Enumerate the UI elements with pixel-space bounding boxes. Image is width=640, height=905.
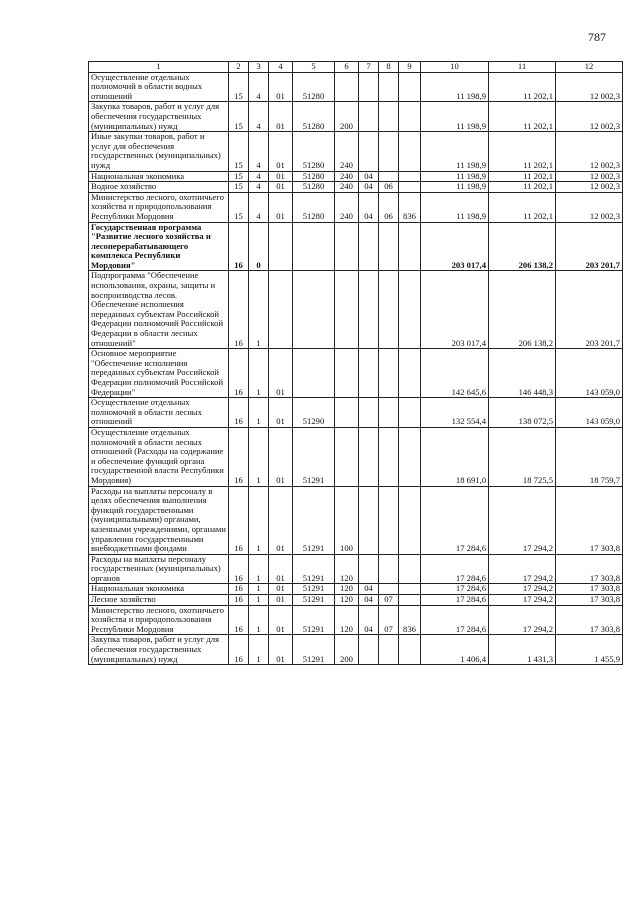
code-cell bbox=[379, 132, 399, 171]
code-cell: 100 bbox=[335, 486, 359, 554]
code-cell: 16 bbox=[229, 349, 249, 398]
amount-cell: 17 294,2 bbox=[489, 486, 556, 554]
code-cell: 01 bbox=[269, 605, 293, 635]
row-name-cell: Государственная программа "Развитие лесного хозяйства и лесоперерабатывающего комплекса Республики Мордовия" bbox=[89, 222, 229, 271]
code-cell bbox=[379, 349, 399, 398]
amount-cell: 17 303,8 bbox=[556, 595, 623, 606]
code-cell bbox=[269, 271, 293, 349]
amount-cell: 17 284,6 bbox=[421, 605, 489, 635]
code-cell bbox=[335, 349, 359, 398]
code-cell bbox=[359, 271, 379, 349]
code-cell: 15 bbox=[229, 102, 249, 132]
amount-cell: 11 198,9 bbox=[421, 132, 489, 171]
code-cell: 240 bbox=[335, 192, 359, 222]
amount-cell: 11 198,9 bbox=[421, 72, 489, 102]
amount-cell: 11 198,9 bbox=[421, 171, 489, 182]
code-cell: 01 bbox=[269, 486, 293, 554]
code-cell: 16 bbox=[229, 584, 249, 595]
code-cell bbox=[399, 398, 421, 428]
code-cell: 01 bbox=[269, 132, 293, 171]
header-row bbox=[89, 62, 623, 73]
code-cell bbox=[399, 584, 421, 595]
code-cell bbox=[399, 427, 421, 486]
amount-cell: 12 002,3 bbox=[556, 192, 623, 222]
code-cell: 4 bbox=[249, 192, 269, 222]
budget-table bbox=[88, 61, 623, 665]
table-body bbox=[89, 72, 623, 665]
code-cell: 51280 bbox=[293, 192, 335, 222]
column-header: 12 bbox=[556, 62, 623, 73]
code-cell: 51291 bbox=[293, 486, 335, 554]
row-name-cell: Основное мероприятие "Обеспечение исполнения переданных субъектам Российской Федерации полномочий Российской Федерации" bbox=[89, 349, 229, 398]
code-cell: 240 bbox=[335, 171, 359, 182]
code-cell: 51291 bbox=[293, 427, 335, 486]
table-row bbox=[89, 182, 623, 193]
table-row bbox=[89, 349, 623, 398]
code-cell: 06 bbox=[379, 192, 399, 222]
code-cell bbox=[335, 72, 359, 102]
code-cell: 1 bbox=[249, 349, 269, 398]
column-header: 11 bbox=[489, 62, 556, 73]
code-cell: 01 bbox=[269, 102, 293, 132]
code-cell: 240 bbox=[335, 132, 359, 171]
amount-cell: 17 294,2 bbox=[489, 605, 556, 635]
table-row bbox=[89, 398, 623, 428]
code-cell: 120 bbox=[335, 595, 359, 606]
code-cell: 1 bbox=[249, 584, 269, 595]
code-cell: 04 bbox=[359, 171, 379, 182]
code-cell bbox=[399, 171, 421, 182]
code-cell: 04 bbox=[359, 182, 379, 193]
code-cell bbox=[293, 222, 335, 271]
code-cell: 1 bbox=[249, 554, 269, 584]
code-cell: 15 bbox=[229, 132, 249, 171]
amount-cell: 12 002,3 bbox=[556, 132, 623, 171]
code-cell bbox=[379, 171, 399, 182]
code-cell: 51291 bbox=[293, 584, 335, 595]
amount-cell: 142 645,6 bbox=[421, 349, 489, 398]
table-row bbox=[89, 271, 623, 349]
column-header: 7 bbox=[359, 62, 379, 73]
code-cell: 01 bbox=[269, 171, 293, 182]
code-cell bbox=[359, 427, 379, 486]
amount-cell: 206 138,2 bbox=[489, 222, 556, 271]
code-cell: 836 bbox=[399, 192, 421, 222]
column-header: 10 bbox=[421, 62, 489, 73]
code-cell bbox=[379, 222, 399, 271]
code-cell: 120 bbox=[335, 605, 359, 635]
code-cell: 51291 bbox=[293, 605, 335, 635]
code-cell: 4 bbox=[249, 102, 269, 132]
amount-cell: 11 198,9 bbox=[421, 102, 489, 132]
code-cell bbox=[359, 132, 379, 171]
code-cell: 1 bbox=[249, 635, 269, 665]
code-cell bbox=[379, 486, 399, 554]
code-cell: 04 bbox=[359, 192, 379, 222]
table-row bbox=[89, 427, 623, 486]
row-name-cell: Лесное хозяйство bbox=[89, 595, 229, 606]
code-cell: 4 bbox=[249, 171, 269, 182]
code-cell: 07 bbox=[379, 605, 399, 635]
column-header: 1 bbox=[89, 62, 229, 73]
code-cell bbox=[335, 271, 359, 349]
code-cell bbox=[399, 182, 421, 193]
code-cell: 240 bbox=[335, 182, 359, 193]
column-header: 5 bbox=[293, 62, 335, 73]
amount-cell: 11 202,1 bbox=[489, 192, 556, 222]
code-cell: 200 bbox=[335, 635, 359, 665]
table-row bbox=[89, 486, 623, 554]
amount-cell: 11 202,1 bbox=[489, 72, 556, 102]
table-row bbox=[89, 132, 623, 171]
amount-cell: 18 725,5 bbox=[489, 427, 556, 486]
code-cell: 16 bbox=[229, 595, 249, 606]
row-name-cell: Осуществление отдельных полномочий в области лесных отношений (Расходы на содержание и обеспечение функций органа государственной власти Республики Мордовия) bbox=[89, 427, 229, 486]
amount-cell: 12 002,3 bbox=[556, 171, 623, 182]
code-cell: 15 bbox=[229, 171, 249, 182]
code-cell: 01 bbox=[269, 427, 293, 486]
code-cell bbox=[379, 398, 399, 428]
code-cell: 01 bbox=[269, 192, 293, 222]
table-row bbox=[89, 102, 623, 132]
code-cell bbox=[399, 349, 421, 398]
code-cell: 1 bbox=[249, 427, 269, 486]
amount-cell: 11 198,9 bbox=[421, 192, 489, 222]
code-cell bbox=[359, 398, 379, 428]
table-row bbox=[89, 192, 623, 222]
row-name-cell: Расходы на выплаты персоналу государственных (муниципальных) органов bbox=[89, 554, 229, 584]
code-cell bbox=[399, 271, 421, 349]
code-cell bbox=[359, 72, 379, 102]
row-name-cell: Национальная экономика bbox=[89, 171, 229, 182]
table-row bbox=[89, 171, 623, 182]
row-name-cell: Подпрограмма "Обеспечение использования, охраны, защиты и воспроизводства лесов. Обеспечение исполнения переданных субъектам Российской Федерации полномочий Российской Федерации в области лесных отношений" bbox=[89, 271, 229, 349]
code-cell: 51280 bbox=[293, 132, 335, 171]
code-cell bbox=[335, 222, 359, 271]
amount-cell: 12 002,3 bbox=[556, 72, 623, 102]
code-cell: 51280 bbox=[293, 182, 335, 193]
code-cell bbox=[399, 486, 421, 554]
row-name-cell: Министерство лесного, охотничьего хозяйства и природопользования Республики Мордовия bbox=[89, 192, 229, 222]
code-cell bbox=[379, 635, 399, 665]
code-cell bbox=[335, 427, 359, 486]
code-cell bbox=[379, 584, 399, 595]
column-header: 4 bbox=[269, 62, 293, 73]
amount-cell: 203 201,7 bbox=[556, 222, 623, 271]
page-number: 787 bbox=[588, 30, 606, 44]
code-cell: 15 bbox=[229, 72, 249, 102]
code-cell: 51291 bbox=[293, 595, 335, 606]
amount-cell: 1 455,9 bbox=[556, 635, 623, 665]
amount-cell: 17 294,2 bbox=[489, 595, 556, 606]
code-cell bbox=[399, 222, 421, 271]
table-row bbox=[89, 584, 623, 595]
row-name-cell: Закупка товаров, работ и услуг для обеспечения государственных (муниципальных) нужд bbox=[89, 102, 229, 132]
code-cell bbox=[399, 554, 421, 584]
amount-cell: 203 017,4 bbox=[421, 222, 489, 271]
table-row bbox=[89, 635, 623, 665]
row-name-cell: Расходы на выплаты персоналу в целях обеспечения выполнения функций государственными (муниципальными) органами, казенными учреждениями, органами управления государственными внебюджетными фондами bbox=[89, 486, 229, 554]
table-row bbox=[89, 222, 623, 271]
amount-cell: 203 201,7 bbox=[556, 271, 623, 349]
column-header: 8 bbox=[379, 62, 399, 73]
code-cell: 1 bbox=[249, 398, 269, 428]
code-cell: 1 bbox=[249, 271, 269, 349]
amount-cell: 132 554,4 bbox=[421, 398, 489, 428]
amount-cell: 138 072,5 bbox=[489, 398, 556, 428]
code-cell: 120 bbox=[335, 584, 359, 595]
amount-cell: 143 059,0 bbox=[556, 349, 623, 398]
column-header: 9 bbox=[399, 62, 421, 73]
amount-cell: 17 303,8 bbox=[556, 554, 623, 584]
amount-cell: 1 431,3 bbox=[489, 635, 556, 665]
code-cell: 04 bbox=[359, 584, 379, 595]
code-cell: 200 bbox=[335, 102, 359, 132]
code-cell: 51291 bbox=[293, 554, 335, 584]
code-cell bbox=[379, 102, 399, 132]
code-cell bbox=[359, 554, 379, 584]
code-cell: 04 bbox=[359, 605, 379, 635]
row-name-cell: Водное хозяйство bbox=[89, 182, 229, 193]
row-name-cell: Закупка товаров, работ и услуг для обеспечения государственных (муниципальных) нужд bbox=[89, 635, 229, 665]
code-cell bbox=[359, 102, 379, 132]
code-cell: 51291 bbox=[293, 635, 335, 665]
code-cell: 01 bbox=[269, 635, 293, 665]
code-cell: 01 bbox=[269, 182, 293, 193]
code-cell bbox=[379, 271, 399, 349]
code-cell bbox=[359, 486, 379, 554]
amount-cell: 11 202,1 bbox=[489, 102, 556, 132]
column-header: 3 bbox=[249, 62, 269, 73]
code-cell bbox=[359, 349, 379, 398]
code-cell: 16 bbox=[229, 486, 249, 554]
code-cell: 1 bbox=[249, 595, 269, 606]
code-cell: 4 bbox=[249, 72, 269, 102]
code-cell bbox=[359, 222, 379, 271]
amount-cell: 203 017,4 bbox=[421, 271, 489, 349]
code-cell: 07 bbox=[379, 595, 399, 606]
code-cell bbox=[399, 102, 421, 132]
column-header: 6 bbox=[335, 62, 359, 73]
code-cell bbox=[399, 635, 421, 665]
code-cell: 120 bbox=[335, 554, 359, 584]
amount-cell: 17 294,2 bbox=[489, 554, 556, 584]
code-cell: 16 bbox=[229, 605, 249, 635]
code-cell: 16 bbox=[229, 271, 249, 349]
code-cell bbox=[293, 349, 335, 398]
code-cell bbox=[359, 635, 379, 665]
amount-cell: 143 059,0 bbox=[556, 398, 623, 428]
amount-cell: 17 294,2 bbox=[489, 584, 556, 595]
amount-cell: 11 202,1 bbox=[489, 132, 556, 171]
code-cell: 51280 bbox=[293, 171, 335, 182]
amount-cell: 17 303,8 bbox=[556, 605, 623, 635]
code-cell: 1 bbox=[249, 605, 269, 635]
code-cell bbox=[399, 132, 421, 171]
row-name-cell: Министерство лесного, охотничьего хозяйства и природопользования Республики Мордовия bbox=[89, 605, 229, 635]
code-cell: 16 bbox=[229, 398, 249, 428]
code-cell: 01 bbox=[269, 398, 293, 428]
code-cell: 16 bbox=[229, 554, 249, 584]
row-name-cell: Национальная экономика bbox=[89, 584, 229, 595]
amount-cell: 17 284,6 bbox=[421, 584, 489, 595]
code-cell: 4 bbox=[249, 182, 269, 193]
amount-cell: 11 198,9 bbox=[421, 182, 489, 193]
code-cell bbox=[379, 554, 399, 584]
code-cell: 01 bbox=[269, 595, 293, 606]
code-cell: 01 bbox=[269, 584, 293, 595]
code-cell: 51290 bbox=[293, 398, 335, 428]
code-cell: 01 bbox=[269, 349, 293, 398]
amount-cell: 17 284,6 bbox=[421, 595, 489, 606]
code-cell bbox=[379, 72, 399, 102]
code-cell bbox=[269, 222, 293, 271]
amount-cell: 11 202,1 bbox=[489, 182, 556, 193]
code-cell: 01 bbox=[269, 554, 293, 584]
code-cell bbox=[335, 398, 359, 428]
table-row bbox=[89, 72, 623, 102]
code-cell: 16 bbox=[229, 427, 249, 486]
amount-cell: 206 138,2 bbox=[489, 271, 556, 349]
code-cell: 15 bbox=[229, 192, 249, 222]
code-cell: 16 bbox=[229, 222, 249, 271]
code-cell bbox=[379, 427, 399, 486]
code-cell: 836 bbox=[399, 605, 421, 635]
amount-cell: 1 406,4 bbox=[421, 635, 489, 665]
code-cell: 16 bbox=[229, 635, 249, 665]
column-header: 2 bbox=[229, 62, 249, 73]
code-cell: 0 bbox=[249, 222, 269, 271]
amount-cell: 18 759,7 bbox=[556, 427, 623, 486]
code-cell: 06 bbox=[379, 182, 399, 193]
amount-cell: 146 448,3 bbox=[489, 349, 556, 398]
amount-cell: 17 284,6 bbox=[421, 486, 489, 554]
amount-cell: 18 691,0 bbox=[421, 427, 489, 486]
code-cell: 15 bbox=[229, 182, 249, 193]
code-cell bbox=[399, 595, 421, 606]
amount-cell: 11 202,1 bbox=[489, 171, 556, 182]
amount-cell: 12 002,3 bbox=[556, 182, 623, 193]
code-cell: 04 bbox=[359, 595, 379, 606]
amount-cell: 17 284,6 bbox=[421, 554, 489, 584]
code-cell: 01 bbox=[269, 72, 293, 102]
row-name-cell: Осуществление отдельных полномочий в области лесных отношений bbox=[89, 398, 229, 428]
code-cell: 51280 bbox=[293, 102, 335, 132]
row-name-cell: Иные закупки товаров, работ и услуг для обеспечения государственных (муниципальных) нужд bbox=[89, 132, 229, 171]
code-cell bbox=[293, 271, 335, 349]
amount-cell: 17 303,8 bbox=[556, 584, 623, 595]
table-row bbox=[89, 605, 623, 635]
row-name-cell: Осуществление отдельных полномочий в области водных отношений bbox=[89, 72, 229, 102]
code-cell: 1 bbox=[249, 486, 269, 554]
amount-cell: 12 002,3 bbox=[556, 102, 623, 132]
code-cell: 51280 bbox=[293, 72, 335, 102]
table-row bbox=[89, 554, 623, 584]
amount-cell: 17 303,8 bbox=[556, 486, 623, 554]
table-row bbox=[89, 595, 623, 606]
code-cell bbox=[399, 72, 421, 102]
code-cell: 4 bbox=[249, 132, 269, 171]
